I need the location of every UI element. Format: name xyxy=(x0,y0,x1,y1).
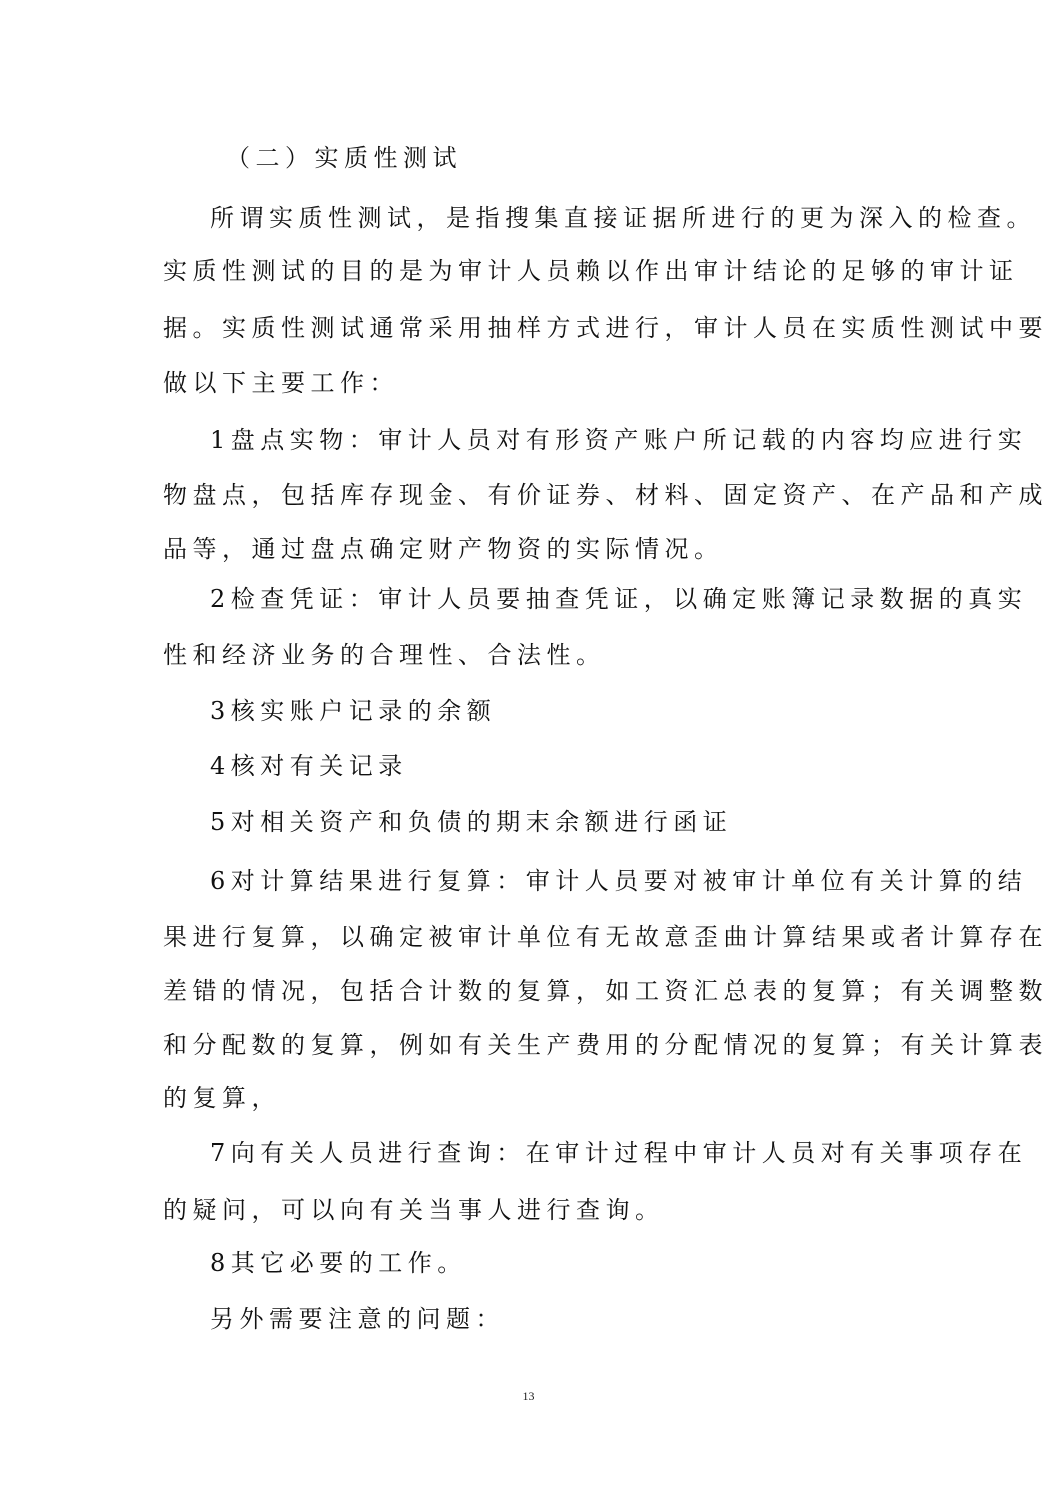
paragraph-line: 2检查凭证：审计人员要抽查凭证，以确定账簿记录数据的真实 xyxy=(210,585,1028,613)
paragraph-line: 的疑问，可以向有关当事人进行查询。 xyxy=(163,1196,665,1224)
item-5-paragraph: 5对相关资产和负债的期末余额进行函证 xyxy=(210,808,733,836)
paragraph-line: 和分配数的复算，例如有关生产费用的分配情况的复算；有关计算表 xyxy=(163,1031,1048,1059)
item-3-paragraph: 3核实账户记录的余额 xyxy=(210,697,497,725)
paragraph-line: 据。实质性测试通常采用抽样方式进行，审计人员在实质性测试中要 xyxy=(163,314,1048,342)
item-8-paragraph: 8其它必要的工作。 xyxy=(210,1249,467,1277)
paragraph-line: 做以下主要工作： xyxy=(163,369,399,397)
paragraph-line: 7向有关人员进行查询：在审计过程中审计人员对有关事项存在 xyxy=(210,1139,1028,1167)
paragraph-line: 差错的情况，包括合计数的复算，如工资汇总表的复算；有关调整数 xyxy=(163,977,1048,1005)
paragraph-line: 果进行复算，以确定被审计单位有无故意歪曲计算结果或者计算存在 xyxy=(163,923,1048,951)
paragraph-line: 实质性测试的目的是为审计人员赖以作出审计结论的足够的审计证 xyxy=(163,257,1019,285)
page-number: 13 xyxy=(522,1389,535,1403)
paragraph-line: 物盘点，包括库存现金、有价证券、材料、固定资产、在产品和产成 xyxy=(163,481,1048,509)
note-paragraph: 另外需要注意的问题： xyxy=(210,1305,505,1333)
paragraph-line: 性和经济业务的合理性、合法性。 xyxy=(163,641,606,669)
paragraph-line: 的复算， xyxy=(163,1084,281,1112)
paragraph-line: 品等，通过盘点确定财产物资的实际情况。 xyxy=(163,535,724,563)
item-4-paragraph: 4核对有关记录 xyxy=(210,752,408,780)
paragraph-line: 所谓实质性测试，是指搜集直接证据所进行的更为深入的检查。 xyxy=(210,204,1036,232)
section-heading: （二）实质性测试 xyxy=(226,144,462,172)
paragraph-line: 1盘点实物：审计人员对有形资产账户所记载的内容均应进行实 xyxy=(210,426,1028,454)
paragraph-line: 6对计算结果进行复算：审计人员要对被审计单位有关计算的结 xyxy=(210,867,1028,895)
